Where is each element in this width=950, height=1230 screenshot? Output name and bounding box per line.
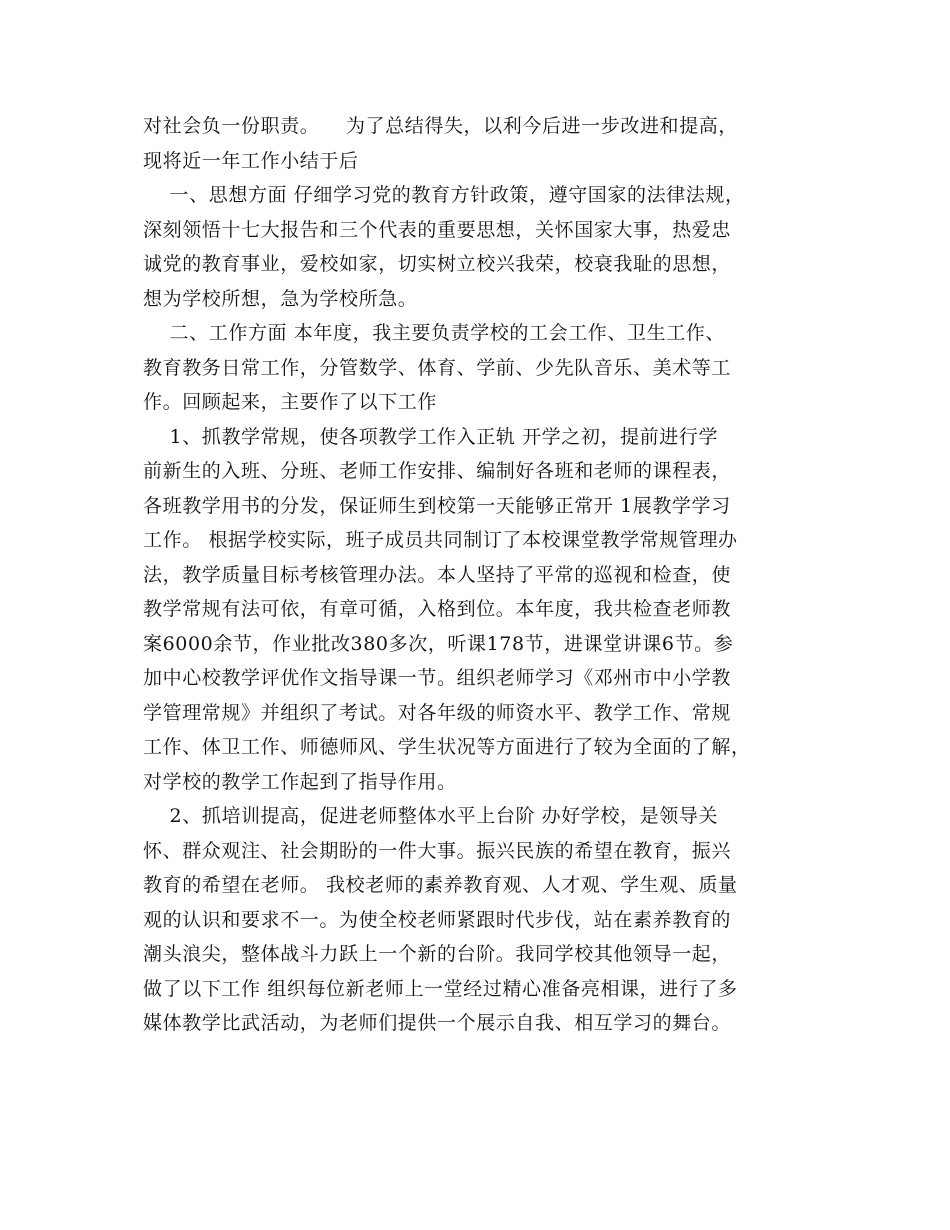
text-line: 做了以下工作 组织每位新老师上一堂经过精心准备亮相课，进行了多 <box>143 977 738 1000</box>
text-line: 深刻领悟十七大报告和三个代表的重要思想，关怀国家大事，热爱忠 <box>143 218 732 241</box>
text-line: 2、抓培训提高，促进老师整体水平上台阶 办好学校，是领导关 <box>143 805 719 827</box>
document-body <box>143 109 843 1041</box>
text-line: 作。回顾起来，主要作了以下工作 <box>143 391 438 413</box>
text-line: 工作。 根据学校实际，班子成员共同制订了本校课堂教学常规管理办 <box>143 529 738 551</box>
text-line: 想为学校所想，急为学校所急。 <box>143 287 418 310</box>
text-line: 教学常规有法可依，有章可循，入格到位。本年度，我共检查老师教 <box>143 598 732 620</box>
text-line: 前新生的入班、分班、老师工作安排、编制好各班和老师的课程表， <box>143 460 732 482</box>
text-line: 1、抓教学常规，使各项教学工作入正轨 开学之初，提前进行学 <box>143 425 719 448</box>
text-line: 对社会负一份职责。 为了总结得失，以利今后进一步改进和提高， <box>143 115 738 137</box>
text-line: 现将近一年工作小结于后 <box>143 149 359 172</box>
text-line: 二、工作方面 本年度，我主要负责学校的工会工作、卫生工作、 <box>143 322 725 344</box>
text-line: 加中心校教学评优作文指导课一节。组织老师学习《邓州市中小学教 <box>143 667 732 689</box>
text-line: 教育教务日常工作，分管数学、体育、学前、少先队音乐、美术等工 <box>143 356 732 379</box>
text-line: 一、思想方面 仔细学习党的教育方针政策，遵守国家的法律法规， <box>143 184 745 206</box>
text-line: 学管理常规》并组织了考试。对各年级的师资水平、教学工作、常规 <box>143 701 732 724</box>
text-line: 观的认识和要求不一。为使全校老师紧跟时代步伐，站在素养教育的 <box>143 908 732 931</box>
text-line: 教育的希望在老师。 我校老师的素养教育观、人才观、学生观、质量 <box>143 874 738 896</box>
text-line: 案6000余节，作业批改380多次，听课178节，进课堂讲课6节。参 <box>143 632 734 655</box>
text-line: 各班教学用书的分发，保证师生到校第一天能够正常开 1展教学学习 <box>143 494 731 517</box>
text-line: 工作、体卫工作、师德师风、学生状况等方面进行了较为全面的了解， <box>143 736 751 758</box>
text-line: 媒体教学比武活动，为老师们提供一个展示自我、相互学习的舞台。 <box>143 1012 732 1034</box>
text-line: 诚党的教育事业，爱校如家，切实树立校兴我荣，校衰我耻的思想， <box>143 253 732 275</box>
text-line: 怀、群众观注、社会期盼的一件大事。振兴民族的希望在教育，振兴 <box>143 839 732 862</box>
text-line: 对学校的教学工作起到了指导作用。 <box>143 770 457 793</box>
text-line: 潮头浪尖，整体战斗力跃上一个新的台阶。我同学校其他领导一起， <box>143 943 732 965</box>
text-line: 法，教学质量目标考核管理办法。本人坚持了平常的巡视和检查，使 <box>143 563 732 586</box>
